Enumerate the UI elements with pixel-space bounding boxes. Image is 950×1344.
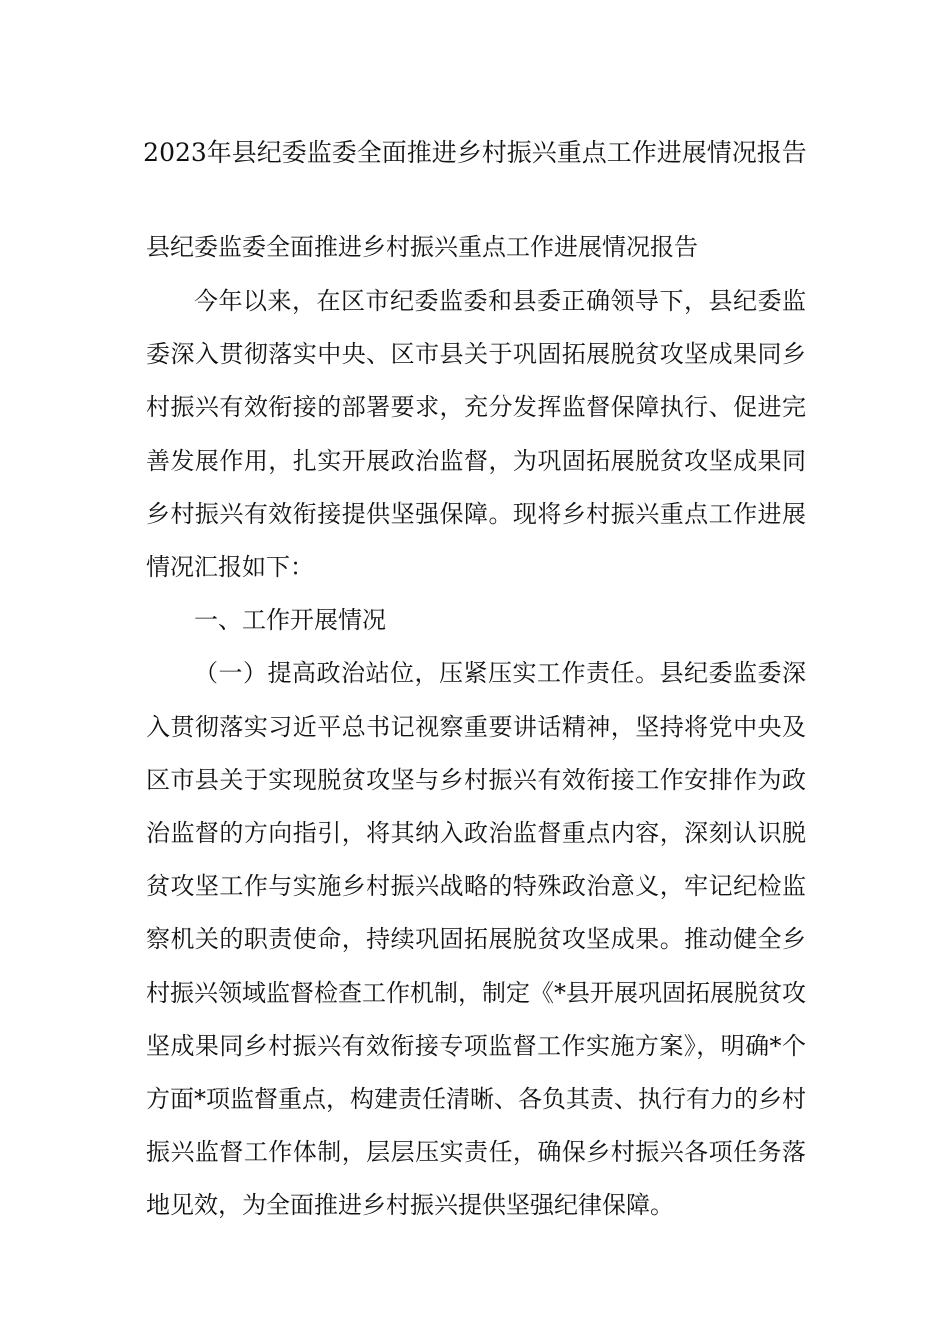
document-subtitle: 县纪委监委全面推进乡村振兴重点工作进展情况报告 [146,233,698,261]
document-body [146,275,806,1233]
paragraph-section-1: （一）提高政治站位，压紧压实工作责任。县纪委监委深入贯彻落实习近平总书记视察重要讲话精神，坚持将党中央及区市县关于实现脱贫攻坚与乡村振兴有效衔接工作安排作为政治监督的方向指引，将其纳入政治监督重点内容，深刻认识脱贫攻坚工作与实施乡村振兴战略的特殊政治意义，牢记纪检监察机关的职责使命，持续巩固拓展脱贫攻坚成果。推动健全乡村振兴领域监督检查工作机制，制定《*县开展巩固拓展脱贫攻坚成果同乡村振兴有效衔接专项监督工作实施方案》，明确*个方面*项监督重点，构建责任清晰、各负其责、执行有力的乡村振兴监督工作体制，层层压实责任，确保乡村振兴各项任务落地见效，为全面推进乡村振兴提供坚强纪律保障。 [146,659,806,1220]
section-heading: 一、工作开展情况 [194,606,386,635]
document-title: 2023年县纪委监委全面推进乡村振兴重点工作进展情况报告 [143,138,807,167]
paragraph-intro: 今年以来，在区市纪委监委和县委正确领导下，县纪委监委深入贯彻落实中央、区市县关于巩固拓展脱贫攻坚成果同乡村振兴有效衔接的部署要求，充分发挥监督保障执行、促进完善发展作用，扎实开展政治监督，为巩固拓展脱贫攻坚成果同乡村振兴有效衔接提供坚强保障。现将乡村振兴重点工作进展情况汇报如下： [146,287,806,582]
